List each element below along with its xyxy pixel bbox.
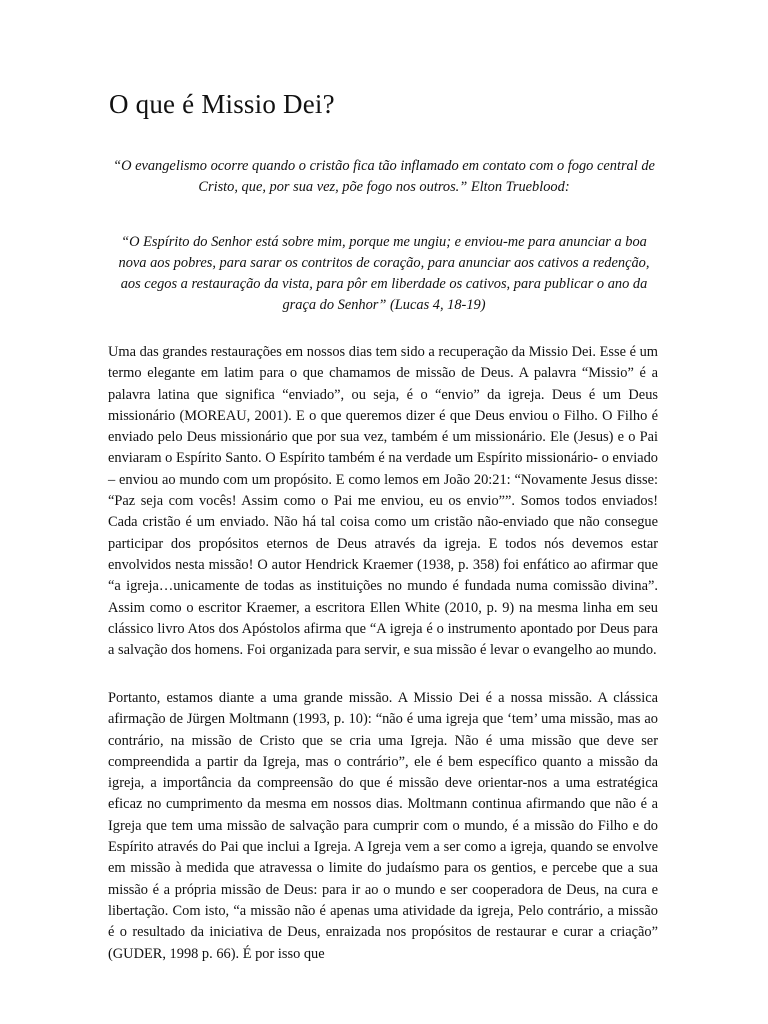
page-title: O que é Missio Dei? [109, 89, 335, 119]
body-paragraph-1: Uma das grandes restaurações em nossos dias tem sido a recuperação da Missio Dei. Esse é um termo elegante em latim para o que chamamos de missão de Deus. A palavra “Missio” é a palavra latina que significa “enviado”, ou seja, é o “envio” da igreja. Deus é um Deus missionário (MOREAU, 2001). E o que queremos dizer é que Deus enviou o Filho. O Filho é enviado pelo Deus missionário que por sua vez, também é um missionário. Ele (Jesus) e o Pai enviaram o Espírito Santo. O Espírito também é na verdade um Espírito missionário- o enviado – enviou ao mundo com um propósito. E como lemos em João 20:21: “Novamente Jesus disse: “Paz seja com vocês! Assim como o Pai me enviou, eu os envio””. Somos todos enviados! Cada cristão é um enviado. Não há tal coisa como um cristão não-enviado que não consegue participar dos propósitos eternos de Deus através da igreja. E todos nós devemos estar envolvidos nesta missão! O autor Hendrick Kraemer (1938, p. 358) foi enfático ao afirmar que “a igreja…unicamente de todas as instituições no mundo é fundada numa comissão divina”. Assim como o escritor Kraemer, a escritora Ellen White (2010, p. 9) na mesma linha em seu clássico livro Atos dos Apóstolos afirma que “A igreja é o instrumento apontado por Deus para a salvação dos homens. Foi organizada para servir, e sua missão é levar o evangelho ao mundo. [108, 344, 658, 659]
epigraph-quote-trueblood: “O evangelismo ocorre quando o cristão fica tão inflamado em contato com o fogo central de Cristo, que, por sua vez, põe fogo nos outros.” Elton Trueblood: [113, 158, 655, 195]
epigraph-quote-luke: “O Espírito do Senhor está sobre mim, porque me ungiu; e enviou-me para anunciar a boa nova aos pobres, para sarar os contritos de coração, para anunciar aos cativos a redenção, aos cegos a restauração da vista, para pôr em liberdade os cativos, para publicar o ano da graça do Senhor” (Lucas 4, 18-19) [118, 234, 650, 313]
body-paragraph-2: Portanto, estamos diante a uma grande missão. A Missio Dei é a nossa missão. A clássica afirmação de Jürgen Moltmann (1993, p. 10): “não é uma igreja que ‘tem’ uma missão, mas ao contrário, na missão de Cristo que se cria uma Igreja. Não é uma missão que deve ser compreendida a partir da Igreja, mas o contrário”, ele é bem específico quanto a missão da igreja, a importância da compreensão do que é missão deve orientar-nos a uma estratégica eficaz no cumprimento da mesma em nossos dias. Moltmann continua afirmando que não é a Igreja que tem uma missão de salvação para cumprir com o mundo, é a missão do Filho e do Espírito através do Pai que inclui a Igreja. A Igreja vem a ser como a igreja, quando se envolve em missão à medida que atravessa o limite do judaísmo para os gentios, e percebe que a sua missão é a própria missão de Deus: para ir ao o mundo e ser cooperadora de Deus, na cura e libertação. Com isto, “a missão não é apenas uma atividade da igreja, Pelo contrário, a missão é o resultado da iniciativa de Deus, enraizada nos propósitos de restaurar e curar a criação” (GUDER, 1998 p. 66). É por isso que [108, 690, 658, 962]
